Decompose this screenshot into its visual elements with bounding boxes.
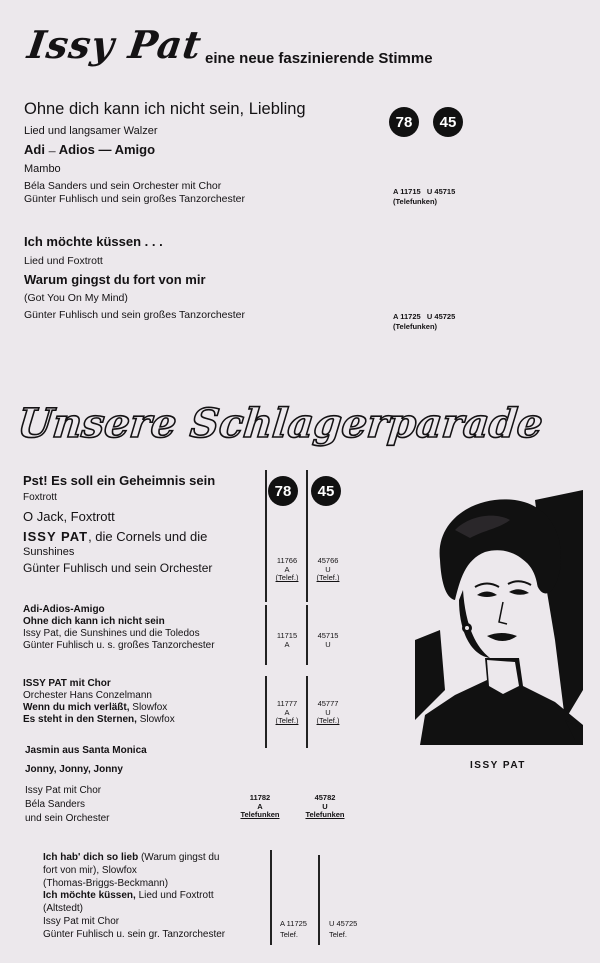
song-title (23, 702, 263, 714)
title-rest: (Warum gingst du (138, 852, 220, 863)
performer: Issy Pat mit Chor (43, 915, 120, 927)
catalog-prefix: U (325, 639, 331, 649)
catalog-78 (268, 632, 306, 649)
catalog-prefix: U (325, 707, 331, 717)
song-title: Pst! Es soll ein Geheimnis sein (23, 473, 216, 488)
catalog-label: (Telef.) (316, 716, 340, 726)
catalog-number: 45766 (317, 556, 339, 565)
performer: Günter Fuhlisch u. s. großes Tanzorchester (23, 640, 215, 651)
catalog-number: 45777 (317, 699, 339, 708)
catalog-45 (308, 557, 348, 583)
song-genre: Lied und Foxtrott (135, 890, 214, 902)
performer (23, 529, 263, 544)
song-title: Ohne dich kann ich nicht sein (23, 616, 165, 627)
performer: Sunshines (23, 546, 75, 558)
performer: ISSY PAT mit Chor (23, 678, 111, 689)
catalog-number: 11777 (276, 699, 298, 708)
song-title (43, 852, 268, 865)
song-title (23, 714, 263, 726)
catalog-number (393, 187, 455, 207)
song-title: Jasmin aus Santa Monica (25, 745, 147, 756)
parade-entry-2 (23, 604, 263, 652)
catalog-number: 11715 (276, 631, 298, 640)
catalog-label: (Telef.) (275, 573, 299, 583)
performer: Günter Fuhlisch und sein großes Tanzorchester (24, 193, 246, 205)
catalog-78 (228, 794, 292, 820)
catalog-45 (298, 794, 352, 820)
tagline: eine neue faszinierende Stimme (205, 50, 433, 67)
catalog-label: Telef. (329, 930, 347, 940)
performer-rest: , die Cornels und die (88, 529, 208, 544)
song-subtitle: (Got You On My Mind) (24, 292, 128, 304)
speed-badge-78: 78 (268, 476, 298, 506)
catalog-prefix: A (284, 564, 290, 574)
catalog-prefix: U (325, 564, 331, 574)
catalog-78 (280, 918, 307, 941)
title-separator: — (48, 149, 56, 156)
song-title: Warum gingst du fort von mir (24, 272, 206, 287)
song-genre: Lied und langsamer Walzer (24, 125, 158, 137)
artist-name: ISSY PAT (23, 529, 89, 544)
photo-caption: ISSY PAT (470, 760, 526, 771)
title-part: Ich möchte küssen, (43, 890, 136, 902)
catalog-label: (Telef.) (275, 716, 299, 726)
column-rule (318, 855, 320, 945)
column-rule (265, 605, 267, 665)
performer: Issy Pat, die Sunshines und die Toledos (23, 628, 200, 639)
catalog-number: U 45725 (329, 919, 358, 928)
catalog-label: Telef. (280, 930, 298, 940)
song-genre: Lied und Foxtrott (24, 255, 103, 267)
catalog-line: A 11725 U 45725 (393, 312, 456, 321)
song-title: O Jack, Foxtrott (23, 509, 115, 524)
parade-entry-1 (23, 473, 263, 575)
composers: (Altstedt) (43, 903, 84, 915)
release-2 (24, 234, 384, 321)
performer: Günter Fuhlisch und sein großes Tanzorchester (24, 309, 246, 321)
performer: Issy Pat mit Chor (25, 785, 102, 796)
speed-badge-45: 45 (433, 107, 463, 137)
song-genre: Slowfox (129, 702, 168, 713)
song-genre: Slowfox (136, 714, 175, 725)
catalog-45 (329, 918, 357, 941)
artist-photo (415, 490, 583, 745)
column-rule (265, 676, 267, 748)
parade-entry-5 (43, 852, 268, 942)
catalog-prefix: A (257, 801, 263, 811)
column-rule (270, 850, 272, 945)
catalog-number: 45715 (317, 631, 339, 640)
catalog-label: (Telefunken) (393, 322, 438, 332)
song-title: Adi-Adios-Amigo (23, 604, 105, 615)
parade-entry-4 (25, 745, 255, 824)
catalog-label: Telefunken (305, 810, 345, 820)
catalog-number: 45782 (314, 793, 336, 802)
catalog-prefix: A (284, 707, 290, 717)
artist-logo: Issy Pat (24, 22, 205, 67)
catalog-number (393, 312, 455, 332)
catalog-number: 11766 (276, 556, 298, 565)
song-title: Jonny, Jonny, Jonny (25, 764, 123, 775)
performer: Béla Sanders und sein Orchester mit Chor (24, 180, 222, 192)
performer: Orchester Hans Conzelmann (23, 690, 152, 701)
composers: (Thomas-Briggs-Beckmann) (43, 877, 169, 889)
song-title: Ohne dich kann ich nicht sein, Liebling (24, 100, 306, 118)
catalog-78 (268, 700, 306, 726)
speed-badge-78: 78 (389, 107, 419, 137)
catalog-line: A 11715 U 45715 (393, 187, 456, 196)
song-genre: Foxtrott (23, 492, 57, 503)
performer: Günter Fuhlisch u. sein gr. Tanzorchester (43, 928, 226, 940)
catalog-label: (Telef.) (316, 573, 340, 583)
performer: und sein Orchester (25, 813, 110, 824)
song-genre: Mambo (24, 163, 61, 175)
catalog-prefix: A (284, 639, 290, 649)
title-part: Ich hab' dich so lieb (43, 852, 139, 863)
portrait-graphic (415, 490, 583, 745)
song-title (24, 142, 384, 157)
catalog-label: Telefunken (240, 810, 280, 820)
title-part: Es steht in den Sternen, (23, 714, 137, 725)
speed-badge-45: 45 (311, 476, 341, 506)
parade-heading: Unsere Schlagerparade (15, 400, 546, 447)
catalog-prefix: U (322, 801, 328, 811)
catalog-45 (308, 632, 348, 649)
release-1 (24, 100, 384, 205)
parade-entry-3 (23, 678, 263, 726)
performer: Béla Sanders (25, 799, 86, 810)
catalog-45 (308, 700, 348, 726)
performer: Günter Fuhlisch und sein Orchester (23, 561, 213, 575)
title-part: Wenn du mich verläßt, (23, 702, 130, 713)
song-title (43, 890, 268, 903)
title-part: Adios — Amigo (58, 142, 156, 157)
title-part: Adi (24, 142, 45, 157)
catalog-number: A 11725 (280, 919, 307, 928)
catalog-78 (268, 557, 306, 583)
catalog-number: 11782 (249, 793, 271, 802)
song-title: Ich möchte küssen . . . (24, 234, 163, 249)
catalog-label: (Telefunken) (393, 197, 438, 207)
column-rule (265, 470, 267, 602)
song-title: fort von mir), Slowfox (43, 864, 137, 876)
